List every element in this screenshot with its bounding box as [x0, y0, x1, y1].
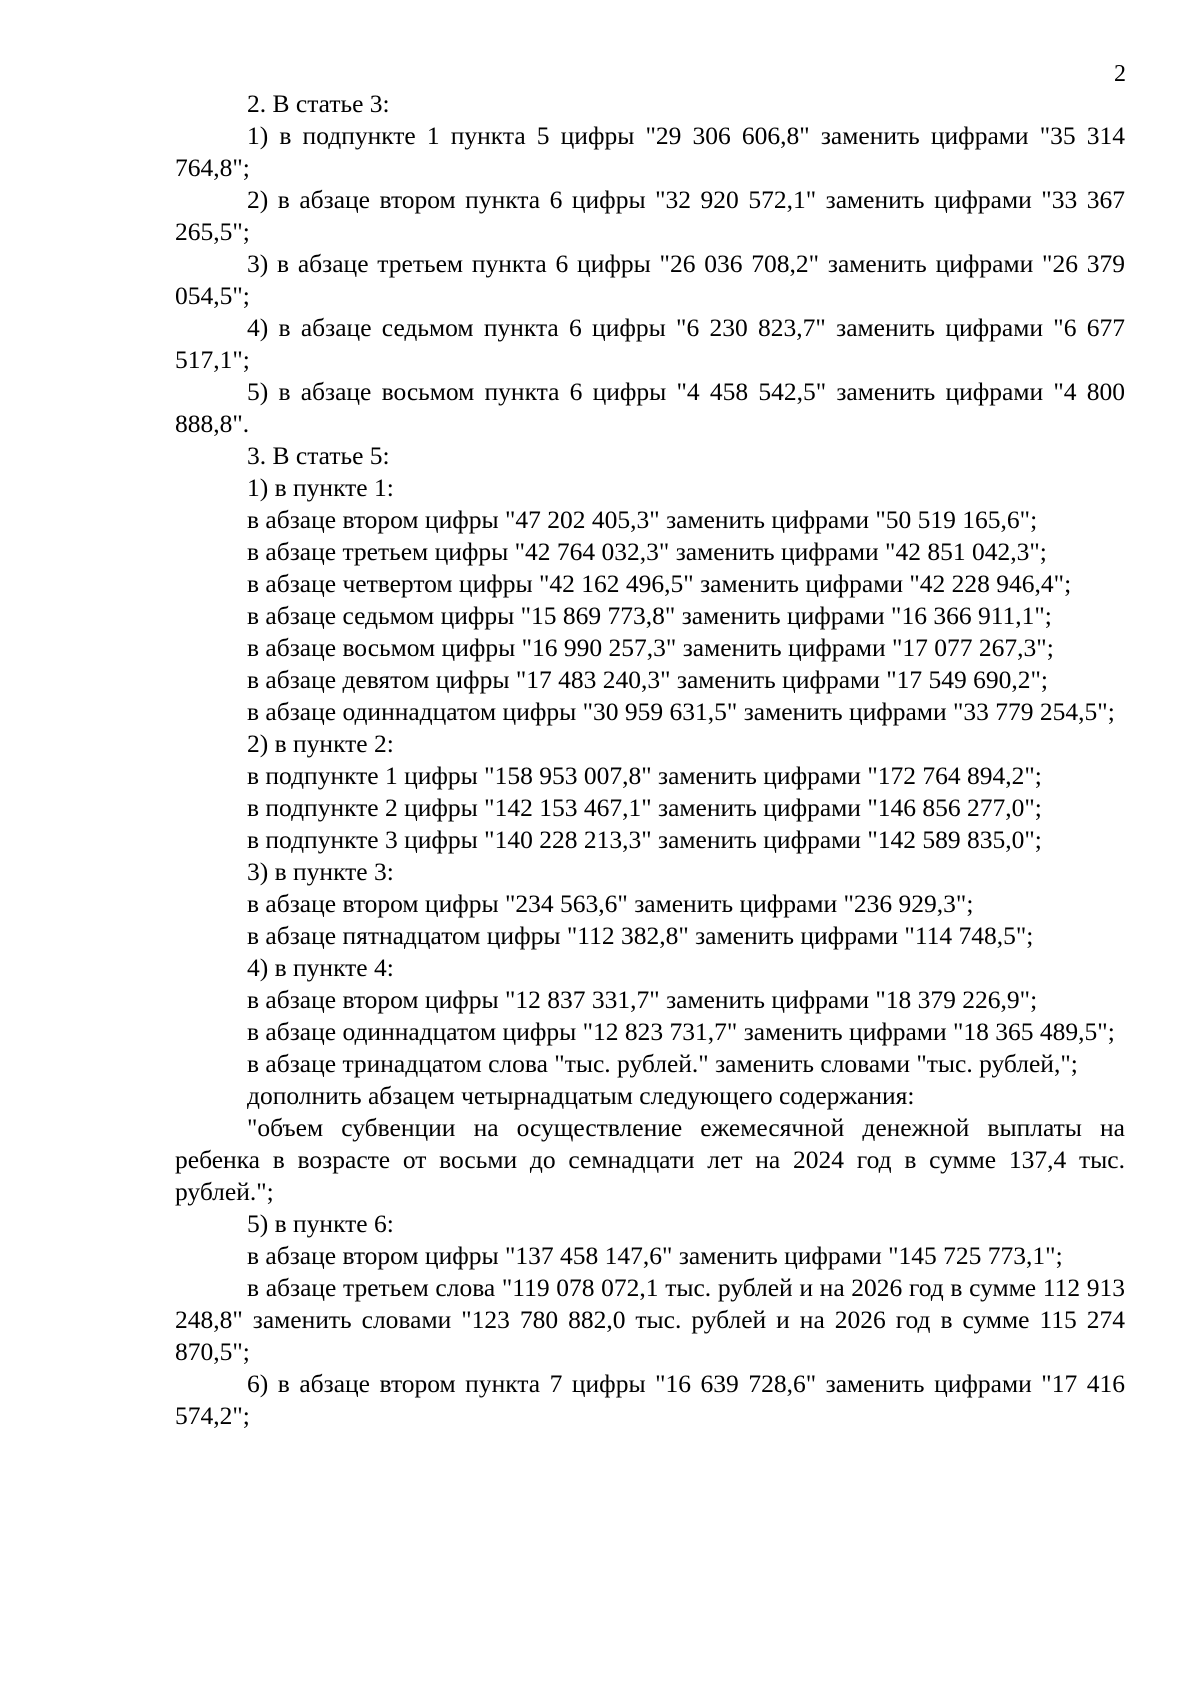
document-body [175, 88, 1125, 1432]
paragraph: в абзаце тринадцатом слова "тыс. рублей." заменить словами "тыс. рублей,"; [247, 1049, 1078, 1078]
paragraph: 5) в абзаце восьмом пункта 6 цифры "4 458 542,5" заменить цифрами "4 800 888,8". [175, 377, 1125, 438]
paragraph: в абзаце пятнадцатом цифры "112 382,8" заменить цифрами "114 748,5"; [247, 921, 1034, 950]
paragraph: 2. В статье 3: [247, 89, 390, 118]
paragraph: дополнить абзацем четырнадцатым следующего содержания: [247, 1081, 915, 1110]
paragraph: в абзаце четвертом цифры "42 162 496,5" заменить цифрами "42 228 946,4"; [247, 569, 1072, 598]
paragraph: в абзаце одиннадцатом цифры "30 959 631,5" заменить цифрами "33 779 254,5"; [247, 697, 1115, 726]
paragraph: 1) в подпункте 1 пункта 5 цифры "29 306 606,8" заменить цифрами "35 314 764,8"; [175, 121, 1125, 182]
paragraph: в абзаце девятом цифры "17 483 240,3" заменить цифрами "17 549 690,2"; [247, 665, 1048, 694]
paragraph: 1) в пункте 1: [247, 473, 394, 502]
paragraph: 3) в абзаце третьем пункта 6 цифры "26 036 708,2" заменить цифрами "26 379 054,5"; [175, 249, 1125, 310]
paragraph: в абзаце одиннадцатом цифры "12 823 731,7" заменить цифрами "18 365 489,5"; [247, 1017, 1115, 1046]
paragraph: 2) в абзаце втором пункта 6 цифры "32 920 572,1" заменить цифрами "33 367 265,5"; [175, 185, 1125, 246]
paragraph: 3. В статье 5: [247, 441, 390, 470]
paragraph: "объем субвенции на осуществление ежемесячной денежной выплаты на ребенка в возрасте от восьми до семнадцати лет на 2024 год в сумме 137,4 тыс. рублей."; [175, 1113, 1125, 1206]
paragraph: 5) в пункте 6: [247, 1209, 394, 1238]
paragraph: в абзаце седьмом цифры "15 869 773,8" заменить цифрами "16 366 911,1"; [247, 601, 1052, 630]
paragraph: 3) в пункте 3: [247, 857, 394, 886]
paragraph: 4) в пункте 4: [247, 953, 394, 982]
paragraph: 2) в пункте 2: [247, 729, 394, 758]
paragraph: в подпункте 3 цифры "140 228 213,3" заменить цифрами "142 589 835,0"; [247, 825, 1042, 854]
paragraph: в подпункте 2 цифры "142 153 467,1" заменить цифрами "146 856 277,0"; [247, 793, 1042, 822]
paragraph: 4) в абзаце седьмом пункта 6 цифры "6 230 823,7" заменить цифрами "6 677 517,1"; [175, 313, 1125, 374]
paragraph: в абзаце втором цифры "137 458 147,6" заменить цифрами "145 725 773,1"; [247, 1241, 1063, 1270]
paragraph: в абзаце третьем цифры "42 764 032,3" заменить цифрами "42 851 042,3"; [247, 537, 1047, 566]
paragraph: в абзаце втором цифры "234 563,6" заменить цифрами "236 929,3"; [247, 889, 974, 918]
paragraph: в абзаце втором цифры "12 837 331,7" заменить цифрами "18 379 226,9"; [247, 985, 1038, 1014]
paragraph: в абзаце третьем слова "119 078 072,1 тыс. рублей и на 2026 год в сумме 112 913 248,8" заменить словами "123 780 882,0 тыс. рублей и на 2026 год в сумме 115 274 870,5"; [175, 1273, 1125, 1366]
paragraph: в абзаце втором цифры "47 202 405,3" заменить цифрами "50 519 165,6"; [247, 505, 1038, 534]
paragraph: в абзаце восьмом цифры "16 990 257,3" заменить цифрами "17 077 267,3"; [247, 633, 1054, 662]
paragraph: в подпункте 1 цифры "158 953 007,8" заменить цифрами "172 764 894,2"; [247, 761, 1042, 790]
page-number: 2 [1114, 61, 1126, 87]
paragraph: 6) в абзаце втором пункта 7 цифры "16 639 728,6" заменить цифрами "17 416 574,2"; [175, 1369, 1125, 1430]
